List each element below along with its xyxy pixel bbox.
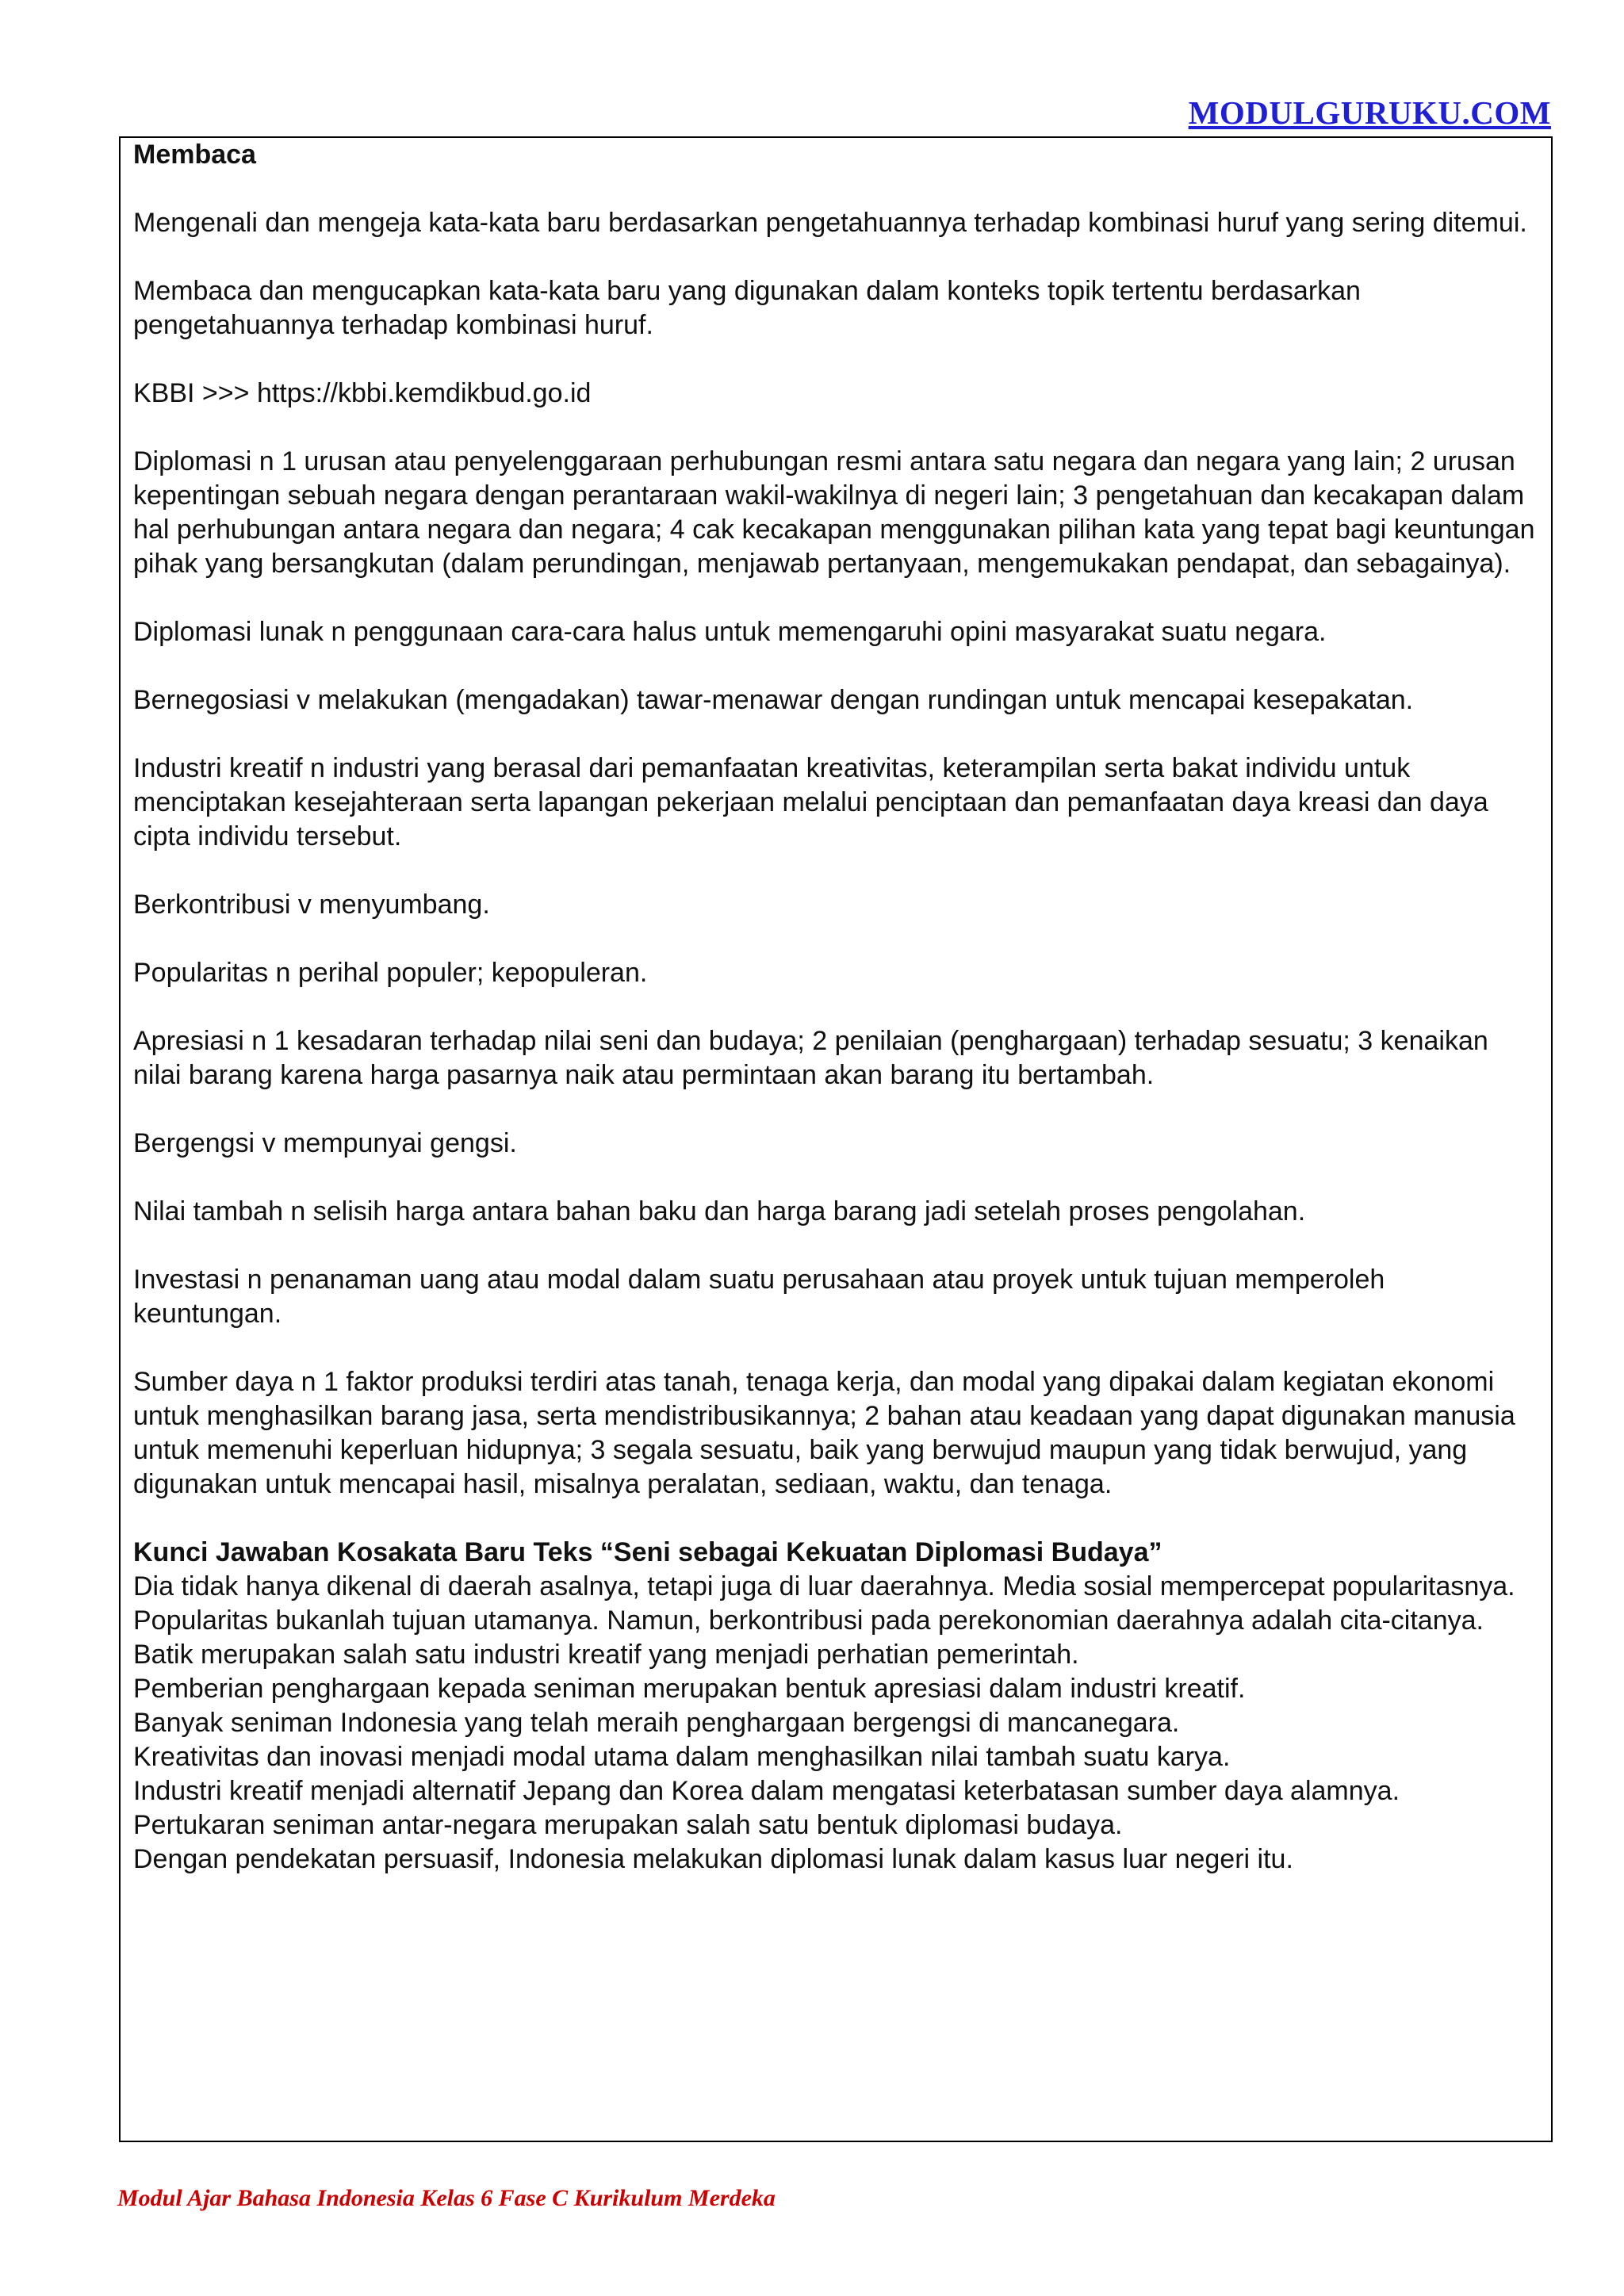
intro-paragraph: Membaca dan mengucapkan kata-kata baru yang digunakan dalam konteks topik tertentu berdasarkan pengetahuannya terhadap kombinasi huruf. — [133, 276, 1361, 340]
definition-berkontribusi: Berkontribusi v menyumbang. — [133, 890, 490, 920]
answer-key-line: Pertukaran seniman antar-negara merupakan salah satu bentuk diplomasi budaya. — [133, 1810, 1123, 1840]
definition-apresiasi: Apresiasi n 1 kesadaran terhadap nilai seni dan budaya; 2 penilaian (penghargaan) terhadap sesuatu; 3 kenaikan nilai barang karena harga pasarnya naik atau permintaan akan barang itu bertambah. — [133, 1026, 1488, 1090]
definition-bernegosiasi: Bernegosiasi v melakukan (mengadakan) tawar-menawar dengan rundingan untuk mencapai kesepakatan. — [133, 685, 1414, 715]
section-heading: Membaca — [133, 140, 256, 170]
answer-key-list — [133, 1570, 1540, 1877]
intro-paragraph: Mengenali dan mengeja kata-kata baru berdasarkan pengetahuannya terhadap kombinasi huruf yang sering ditemui. — [133, 208, 1527, 238]
definition-popularitas: Popularitas n perihal populer; kepopuleran. — [133, 958, 648, 988]
definition-sumber-daya: Sumber daya n 1 faktor produksi terdiri atas tanah, tenaga kerja, dan modal yang dipakai dalam kegiatan ekonomi untuk menghasilkan barang jasa, serta mendistribusikannya; 2 bahan atau keadaan yang dapat digunakan manusia untuk memenuhi keperluan hidupnya; 3 segala sesuatu, baik yang berwujud maupun yang tidak berwujud, yang digunakan untuk mencapai hasil, misalnya peralatan, sediaan, waktu, dan tenaga. — [133, 1367, 1515, 1499]
answer-key-line: Batik merupakan salah satu industri kreatif yang menjadi perhatian pemerintah. — [133, 1640, 1079, 1670]
answer-key-title: Kunci Jawaban Kosakata Baru Teks “Seni sebagai Kekuatan Diplomasi Budaya” — [133, 1537, 1162, 1567]
answer-key-line: Pemberian penghargaan kepada seniman merupakan bentuk apresiasi dalam industri kreatif. — [133, 1674, 1246, 1704]
definition-industri-kreatif: Industri kreatif n industri yang berasal dari pemanfaatan kreativitas, keterampilan serta bakat individu untuk menciptakan kesejahteraan serta lapangan pekerjaan melalui penciptaan dan pemanfaatan daya kreasi dan daya cipta individu tersebut. — [133, 753, 1488, 851]
answer-key-line: Popularitas bukanlah tujuan utamanya. Namun, berkontribusi pada perekonomian daerahnya adalah cita-citanya. — [133, 1605, 1484, 1636]
definition-diplomasi: Diplomasi n 1 urusan atau penyelenggaraan perhubungan resmi antara satu negara dan negara yang lain; 2 urusan kepentingan sebuah negara dengan perantaraan wakil-wakilnya di negeri lain; 3 pengetahuan dan kecakapan dalam hal perhubungan antara negara dan negara; 4 cak kecakapan menggunakan pilihan kata yang tepat bagi keuntungan pihak yang bersangkutan (dalam perundingan, menjawab pertanyaan, mengemukakan pendapat, dan sebagainya). — [133, 446, 1535, 579]
definition-nilai-tambah: Nilai tambah n selisih harga antara bahan baku dan harga barang jadi setelah proses pengolahan. — [133, 1196, 1306, 1226]
answer-key-line: Banyak seniman Indonesia yang telah meraih penghargaan bergengsi di mancanegara. — [133, 1708, 1180, 1738]
definition-investasi: Investasi n penanaman uang atau modal dalam suatu perusahaan atau proyek untuk tujuan memperoleh keuntungan. — [133, 1265, 1385, 1329]
site-link[interactable]: MODULGURUKU.COM — [1188, 94, 1551, 131]
definition-diplomasi-lunak: Diplomasi lunak n penggunaan cara-cara halus untuk memengaruhi opini masyarakat suatu negara. — [133, 617, 1327, 647]
answer-key-line: Dia tidak hanya dikenal di daerah asalnya, tetapi juga di luar daerahnya. Media sosial mempercepat popularitasnya. — [133, 1571, 1515, 1601]
kbbi-reference: KBBI >>> https://kbbi.kemdikbud.go.id — [133, 378, 592, 408]
answer-key-line: Industri kreatif menjadi alternatif Jepang dan Korea dalam mengatasi keterbatasan sumber daya alamnya. — [133, 1776, 1400, 1806]
definition-bergengsi: Bergengsi v mempunyai gengsi. — [133, 1128, 517, 1158]
content-box — [119, 136, 1553, 2142]
answer-key-line: Dengan pendekatan persuasif, Indonesia melakukan diplomasi lunak dalam kasus luar negeri itu. — [133, 1844, 1293, 1874]
footer-text: Modul Ajar Bahasa Indonesia Kelas 6 Fase C Kurikulum Merdeka — [117, 2185, 776, 2211]
answer-key-line: Kreativitas dan inovasi menjadi modal utama dalam menghasilkan nilai tambah suatu karya. — [133, 1742, 1231, 1772]
